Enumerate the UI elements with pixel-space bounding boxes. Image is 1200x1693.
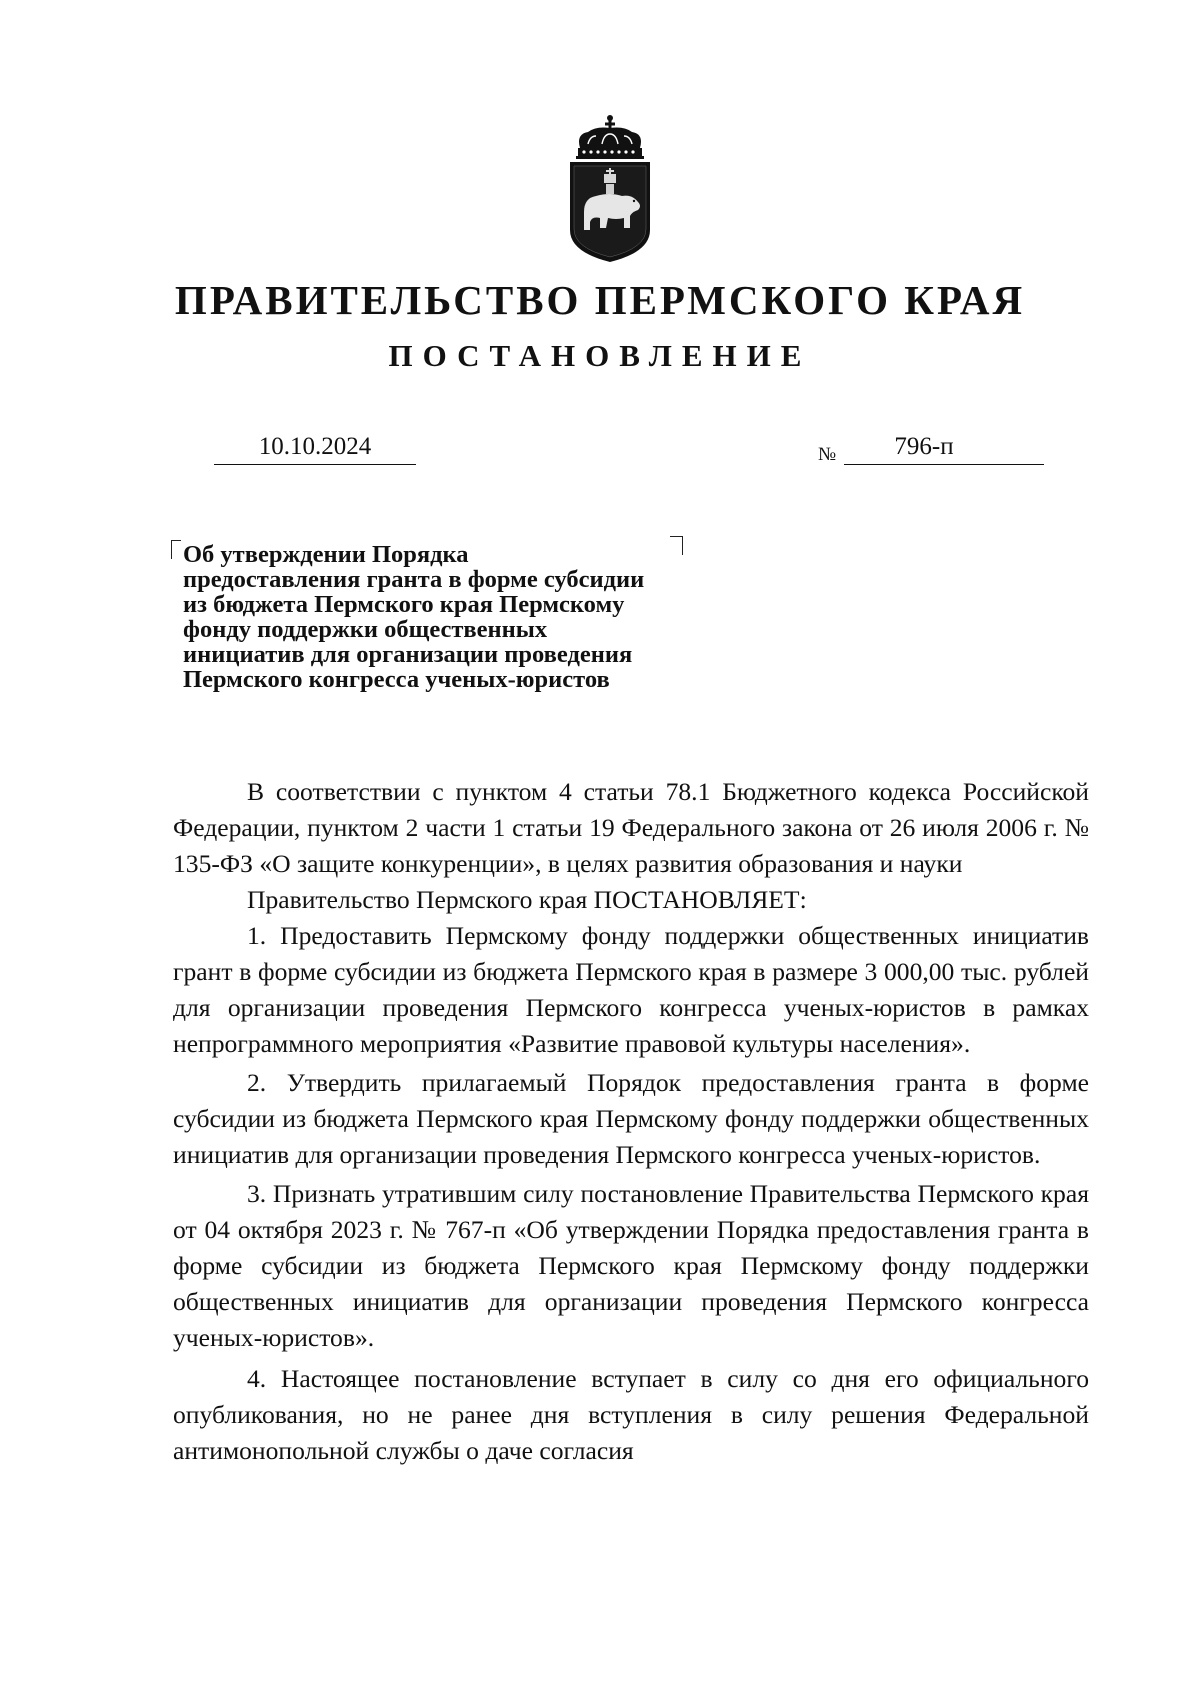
coat-of-arms-emblem [566, 112, 654, 262]
document-number-field [844, 430, 1044, 465]
document-number: 796-п [894, 433, 954, 460]
subject-line: инициатив для организации проведения [183, 641, 633, 668]
shield-icon [570, 162, 650, 262]
resolves-paragraph: Правительство Пермского края ПОСТАНОВЛЯЕТ: [247, 885, 807, 914]
document-body [173, 774, 1089, 1469]
document-type-title: ПОСТАНОВЛЕНИЕ [388, 338, 812, 373]
document-subject [183, 542, 743, 692]
number-sign: № [818, 444, 837, 465]
item-2-paragraph: 2. Утвердить прилагаемый Порядок предоставления гранта в форме субсидии из бюджета Пермского края Пермскому фонду поддержки общественных инициатив для организации проведения Пермского конгресса ученых-юристов. [173, 1068, 1089, 1169]
subject-line: из бюджета Пермского края Пермскому [183, 591, 625, 618]
subject-line: фонду поддержки общественных [183, 616, 548, 643]
subject-bracket-left [171, 540, 181, 559]
subject-line: предоставления гранта в форме субсидии [183, 566, 645, 593]
subject-line: Об утверждении Порядка [183, 541, 469, 568]
document-date: 10.10.2024 [214, 430, 416, 465]
item-4-paragraph: 4. Настоящее постановление вступает в силу со дня его официального опубликования, но не ранее дня вступления в силу решения Федеральной антимонопольной службы о даче согласия [173, 1364, 1089, 1465]
preamble-paragraph: В соответствии с пунктом 4 статьи 78.1 Бюджетного кодекса Российской Федерации, пунктом 2 части 1 статьи 19 Федерального закона от 26 июля 2006 г. № 135-ФЗ «О защите конкуренции», в целях развития образования и науки [173, 777, 1089, 878]
crown-icon [576, 115, 644, 159]
item-1-paragraph: 1. Предоставить Пермскому фонду поддержки общественных инициатив грант в форме субсидии из бюджета Пермского края в размере 3 000,00 тыс. рублей для организации проведения Пермского конгресса ученых-юристов в рамках непрограммного мероприятия «Развитие правовой культуры населения». [173, 921, 1089, 1058]
subject-line: Пермского конгресса ученых-юристов [183, 666, 610, 693]
item-3-paragraph: 3. Признать утратившим силу постановление Правительства Пермского края от 04 октября 2023 г. № 767-п «Об утверждении Порядка предоставления гранта в форме субсидии из бюджета Пермского края Пермскому фонду поддержки общественных инициатив для организации проведения Пермского конгресса ученых-юристов». [173, 1179, 1089, 1352]
organization-title: ПРАВИТЕЛЬСТВО ПЕРМСКОГО КРАЯ [174, 277, 1026, 323]
